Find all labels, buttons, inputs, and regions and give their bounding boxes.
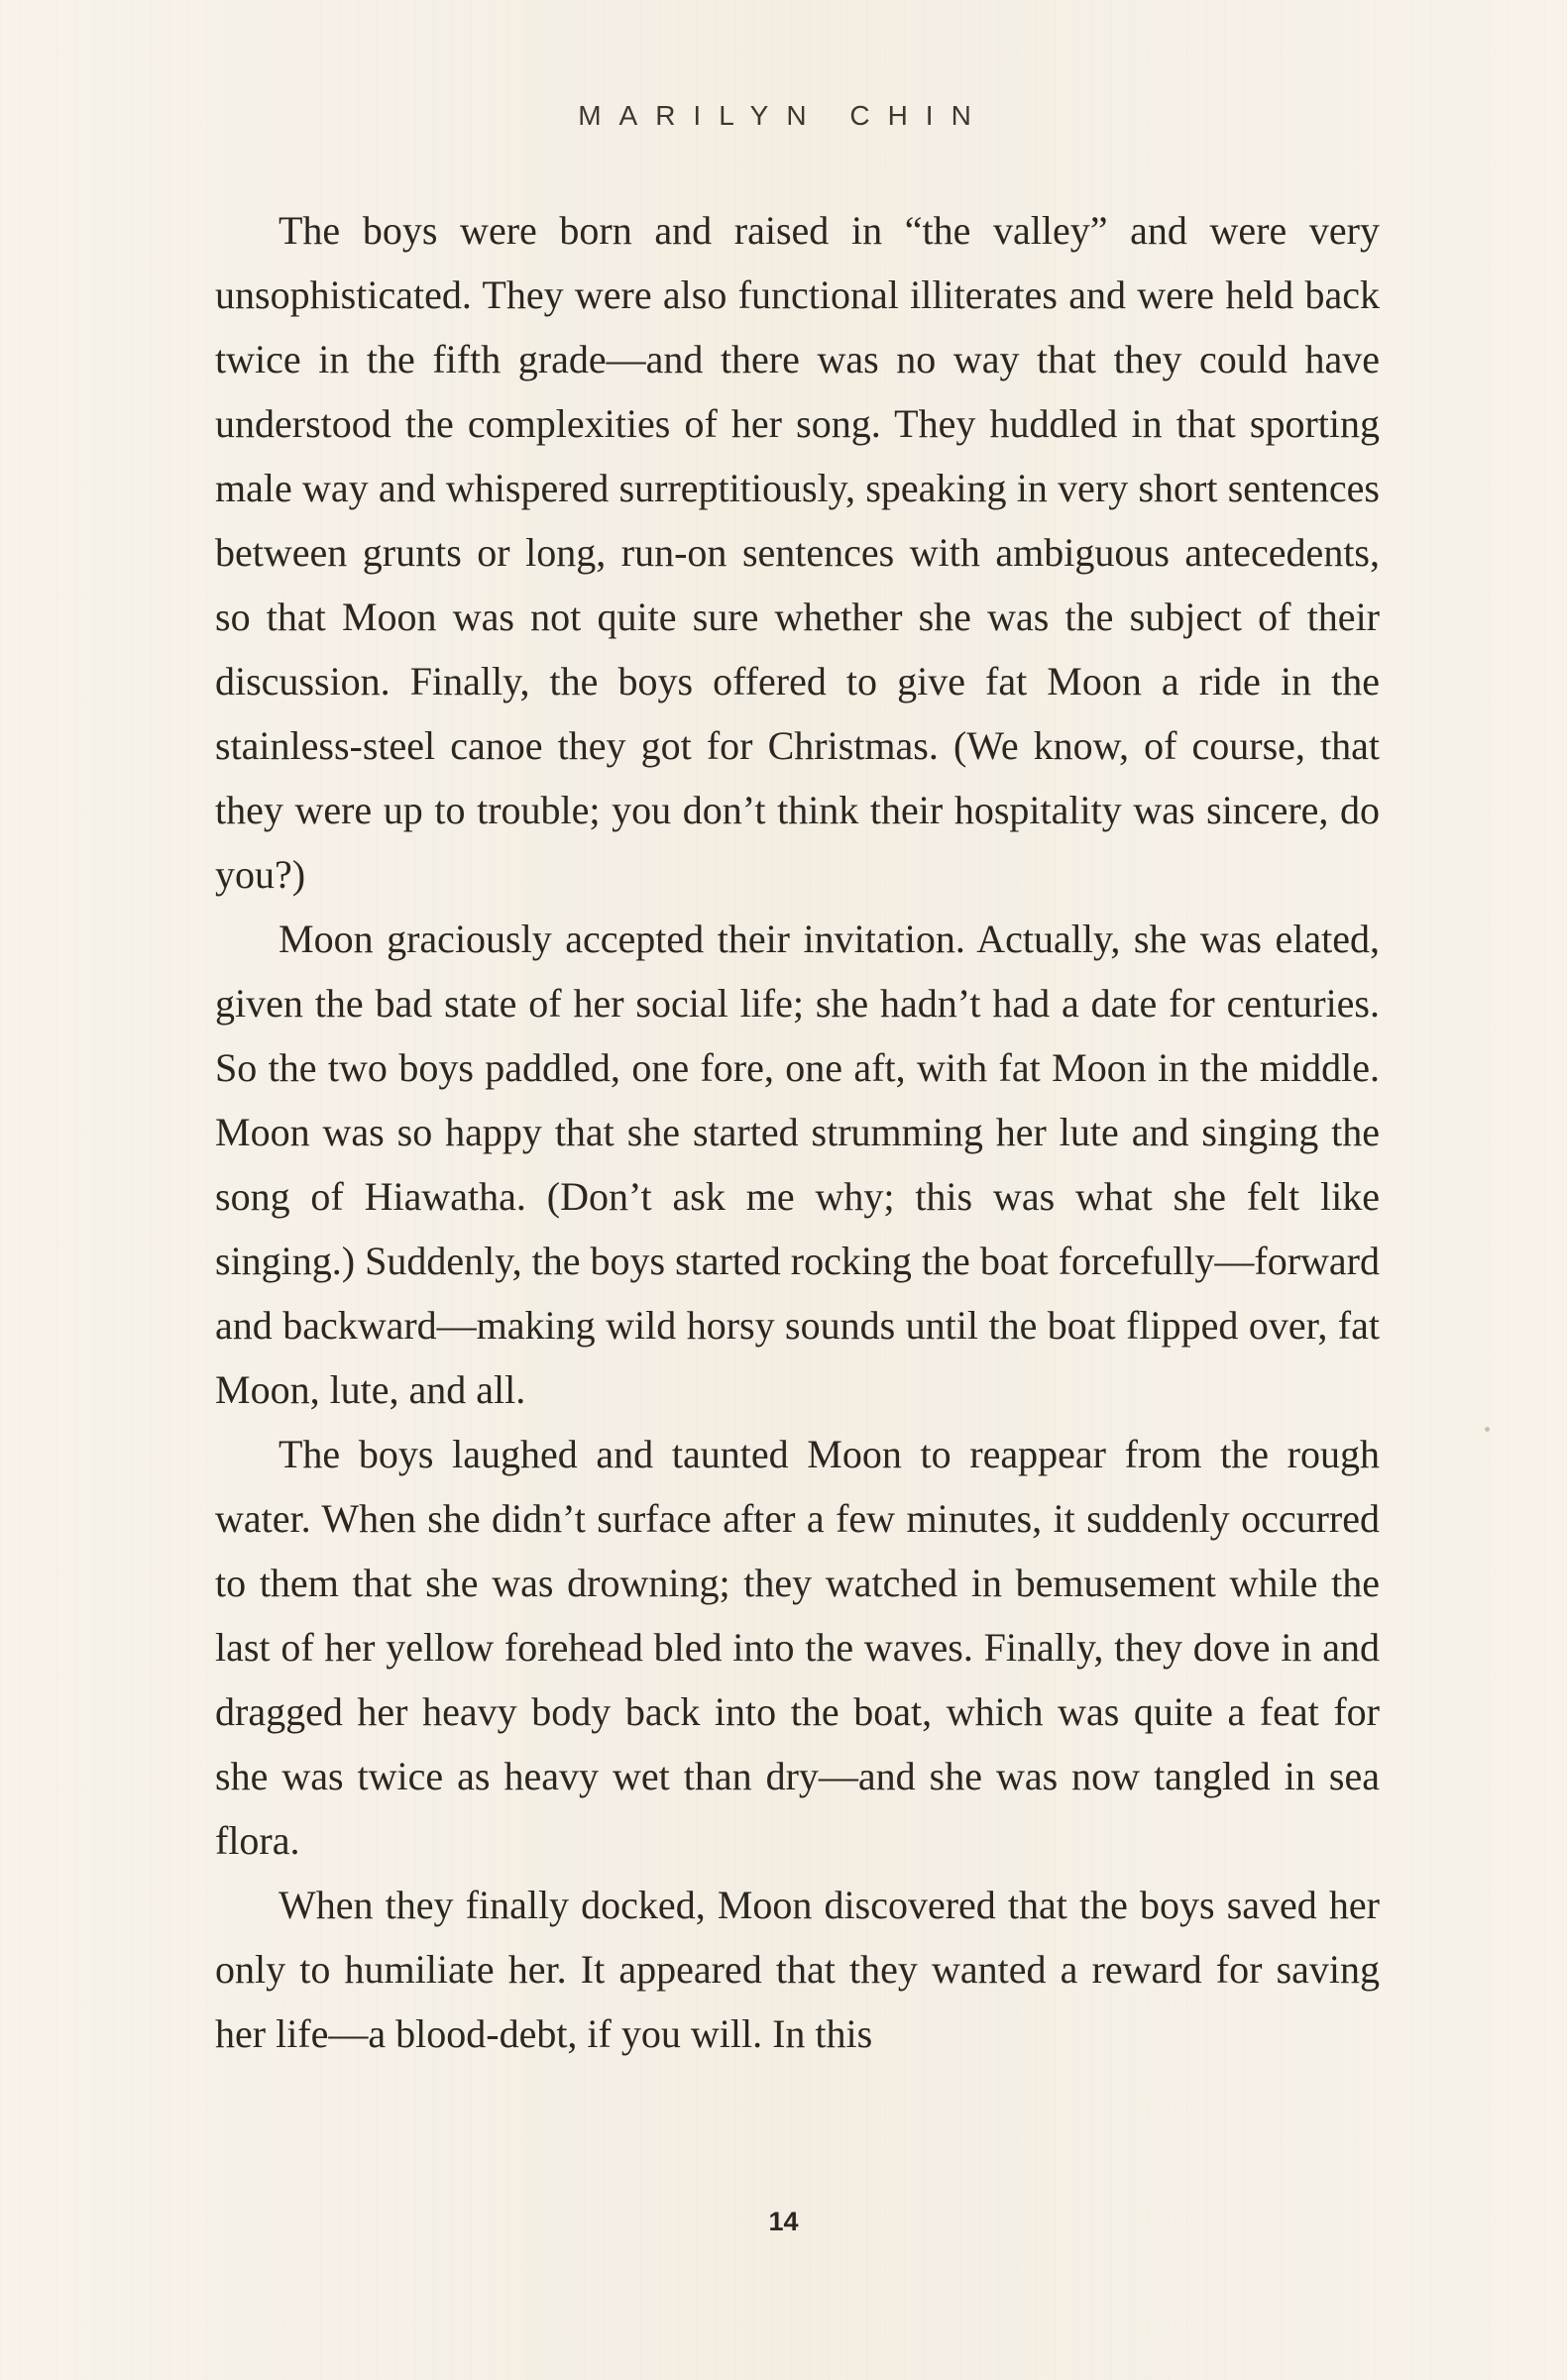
running-head: MARILYN CHIN	[578, 100, 989, 131]
page-number: 14	[768, 2207, 799, 2236]
paper-speck	[1485, 1427, 1490, 1432]
body-text	[215, 198, 1380, 2066]
paragraph-2: Moon graciously accepted their invitation. Actually, she was elated, given the bad state of her social life; she hadn’t had a date for centuries. So the two boys paddled, one fore, one aft, with fat Moon in the middle. Moon was so happy that she started strumming her lute and singing the song of Hiawatha. (Don’t ask me why; this was what she felt like singing.) Suddenly, the boys started rocking the boat forcefully—forward and backward—making wild horsy sounds until the boat flipped over, fat Moon, lute, and all.	[215, 917, 1380, 1412]
paragraph-1: The boys were born and raised in “the valley” and were very unsophisticated. They were also functional illiterates and were held back twice in the fifth grade—and there was no way that they could have understood the complexities of her song. They huddled in that sporting male way and whispered surreptitiously, speaking in very short sentences between grunts or long, run-on sentences with ambiguous antecedents, so that Moon was not quite sure whether she was the subject of their discussion. Finally, the boys offered to give fat Moon a ride in the stainless-steel canoe they got for Christmas. (We know, of course, that they were up to trouble; you don’t think their hospitality was sincere, do you?)	[215, 208, 1380, 897]
paragraph-4: When they finally docked, Moon discovered that the boys saved her only to humiliate her. It appeared that they wanted a reward for saving her life—a blood-debt, if you will. In this	[215, 1883, 1380, 2056]
paragraph-3: The boys laughed and taunted Moon to reappear from the rough water. When she didn’t surface after a few minutes, it suddenly occurred to them that she was drowning; they watched in bemusement while the last of her yellow forehead bled into the waves. Finally, they dove in and dragged her heavy body back into the boat, which was quite a feat for she was twice as heavy wet than dry—and she was now tangled in sea flora.	[215, 1432, 1380, 1863]
